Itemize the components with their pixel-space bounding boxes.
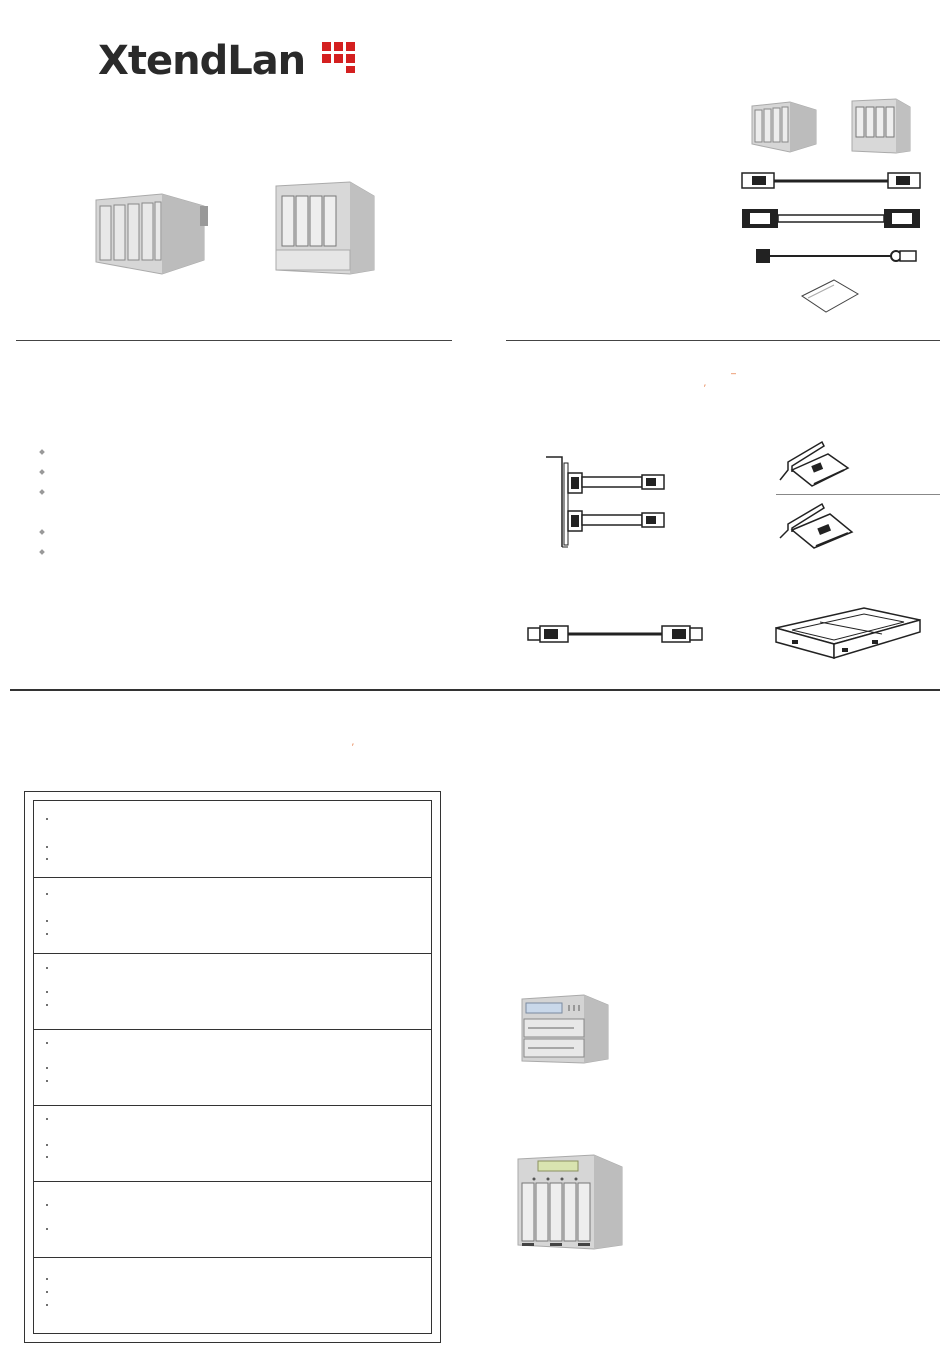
lcd-2bay-icon: [518, 993, 612, 1065]
spec-section: [34, 1105, 431, 1182]
sata-cable-icon: [528, 624, 702, 644]
spec-bullet-icon: [46, 858, 48, 860]
spec-bullet-icon: [46, 991, 48, 993]
tower-enclosure-icon: [270, 178, 382, 278]
spec-bullet-icon: [46, 933, 48, 935]
drive-cage-icon: [750, 100, 820, 155]
brand-name-suffix: Lan: [227, 38, 306, 84]
specifications-table: [33, 800, 432, 1334]
spec-bullet-icon: [46, 893, 48, 895]
spec-bullet-icon: [46, 1067, 48, 1069]
power-cable-icon: [756, 247, 920, 265]
tower-enclosure-icon: [850, 97, 912, 155]
divider-top-right: [506, 340, 940, 341]
spec-bullet-icon: [46, 1042, 48, 1044]
spec-section: [34, 1257, 431, 1333]
feature-bullet-icon: [39, 529, 45, 535]
orange-mark-icon: ′: [704, 383, 706, 393]
pci-card-icon: [778, 502, 854, 552]
spec-bullet-icon: [46, 1156, 48, 1158]
feature-bullet-icon: [39, 469, 45, 475]
spec-bullet-icon: [46, 1204, 48, 1206]
spec-bullet-icon: [46, 1144, 48, 1146]
divider-main: [10, 689, 940, 691]
screw-bag-icon: [800, 278, 860, 316]
spec-bullet-icon: [46, 1118, 48, 1120]
lcd-5bay-icon: [514, 1151, 626, 1253]
drive-cage-icon: [92, 190, 212, 280]
spec-section: [34, 1181, 431, 1258]
pcie-card-icon: [778, 440, 850, 492]
bracket-cable-icon: [546, 455, 670, 551]
feature-bullet-icon: [39, 449, 45, 455]
brand-logo: [98, 38, 358, 84]
spec-bullet-icon: [46, 1228, 48, 1230]
divider-cards: [776, 494, 940, 495]
logo-dots-icon: [320, 40, 358, 74]
spec-section: [34, 953, 431, 1030]
divider-top-left: [16, 340, 452, 341]
spec-section: [34, 801, 431, 878]
orange-mark-icon: –: [731, 368, 737, 378]
spec-bullet-icon: [46, 920, 48, 922]
spec-bullet-icon: [46, 1080, 48, 1082]
spec-bullet-icon: [46, 967, 48, 969]
spec-bullet-icon: [46, 1278, 48, 1280]
sata-cable-icon: [742, 171, 920, 191]
mounting-tray-icon: [772, 604, 924, 662]
spec-bullet-icon: [46, 818, 48, 820]
feature-bullet-icon: [39, 549, 45, 555]
spec-bullet-icon: [46, 1291, 48, 1293]
spec-section: [34, 877, 431, 954]
orange-mark-icon: ′: [352, 742, 354, 752]
brand-name-prefix: Xtend: [98, 38, 228, 84]
spec-bullet-icon: [46, 1304, 48, 1306]
spec-bullet-icon: [46, 846, 48, 848]
feature-bullet-icon: [39, 489, 45, 495]
spec-bullet-icon: [46, 1004, 48, 1006]
specifications-box: [24, 791, 441, 1343]
esata-cable-icon: [742, 208, 920, 230]
spec-section: [34, 1029, 431, 1106]
